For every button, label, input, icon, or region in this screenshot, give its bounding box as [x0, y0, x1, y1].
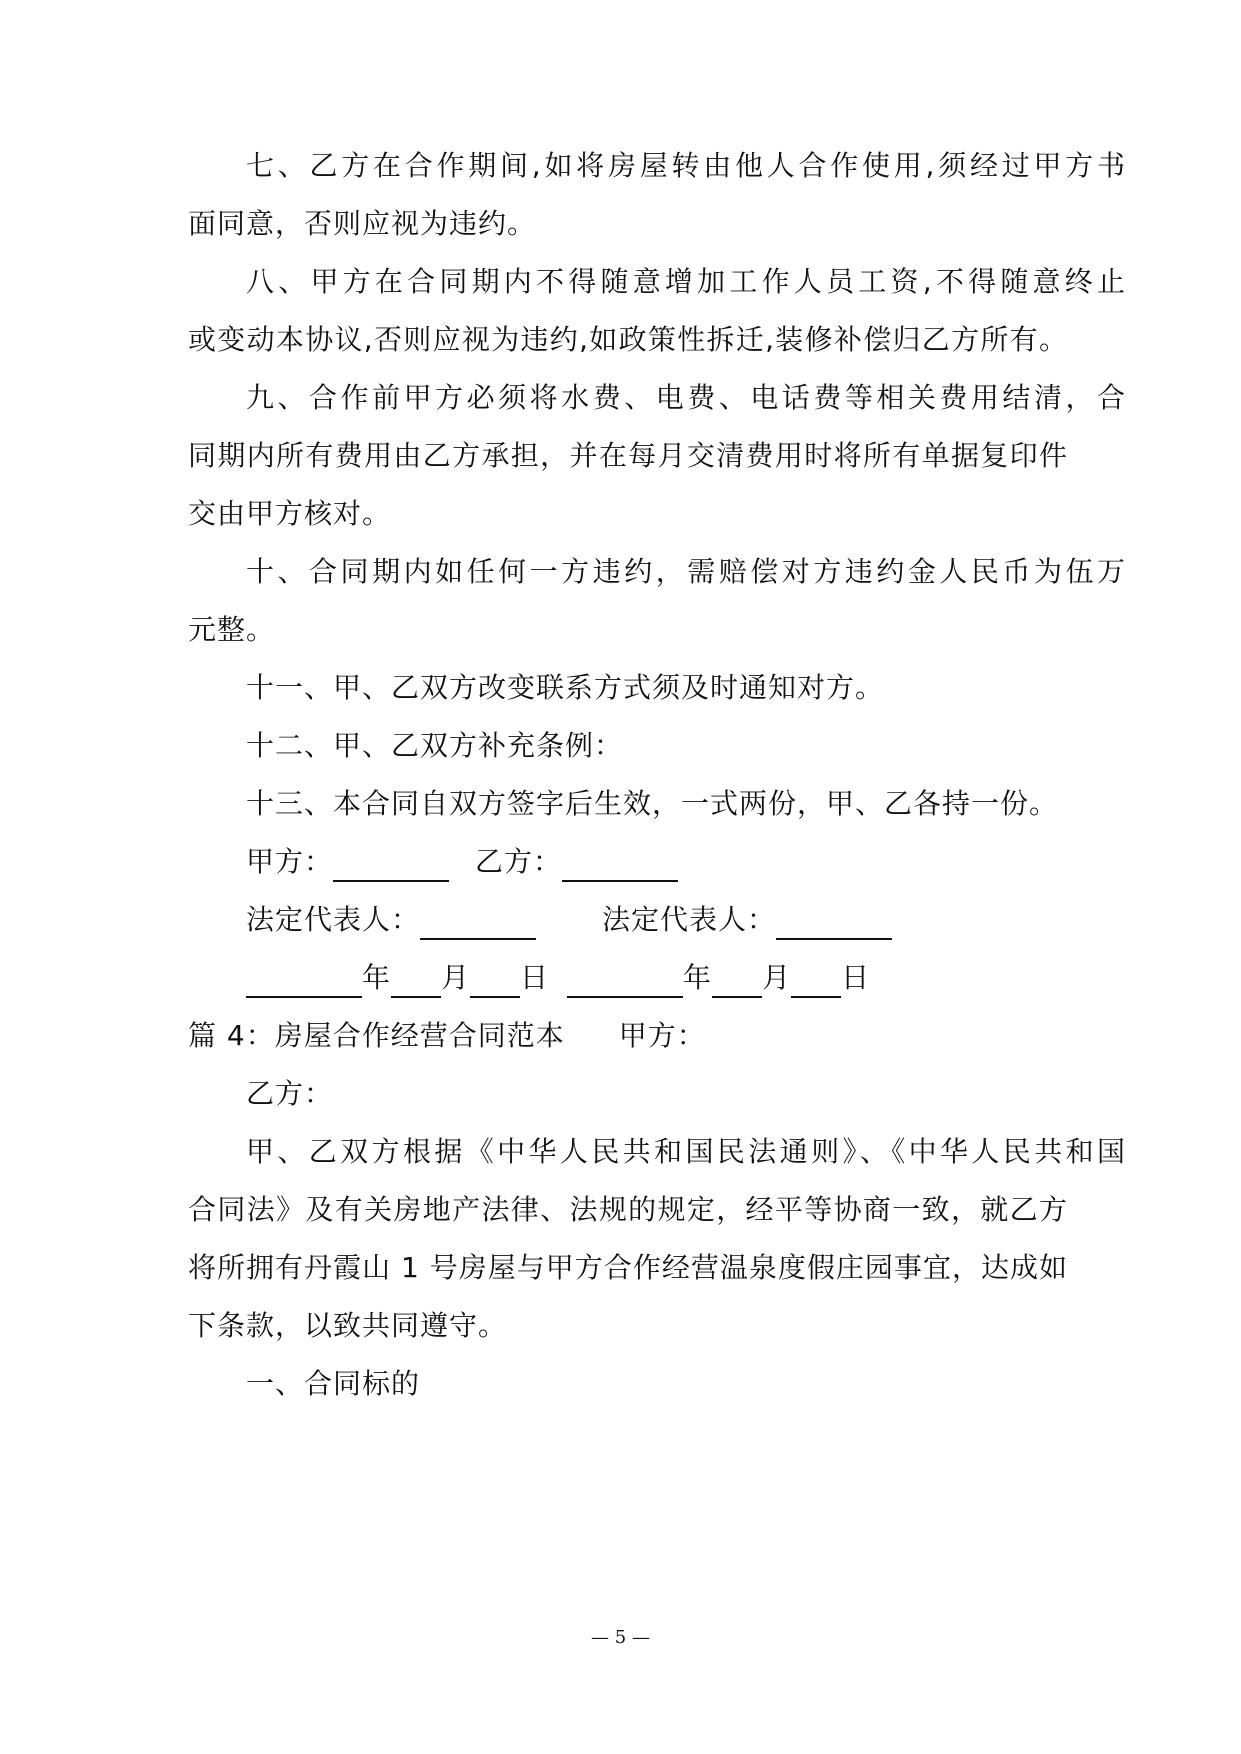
clause-9-line-2: 同期内所有费用由乙方承担，并在每月交清费用时将所有单据复印件 — [188, 439, 1068, 472]
clause-12: 十二、甲、乙双方补充条例： — [246, 729, 624, 762]
clause-7-line-2: 面同意，否则应视为违约。 — [188, 207, 537, 240]
rep-b-label: 法定代表人： — [602, 903, 777, 936]
date-b-month-blank[interactable] — [712, 966, 762, 998]
clause-7-line-1: 七、乙方在合作期间,如将房屋转由他人合作使用,须经过甲方书 — [246, 149, 1126, 182]
clause-13: 十三、本合同自双方签字后生效，一式两份，甲、乙各持一份。 — [246, 787, 1059, 820]
clause-10-line-1: 十、合同期内如任何一方违约，需赔偿对方违约金人民币为伍万 — [246, 555, 1126, 588]
section-4-heading: 篇 4：房屋合作经营合同范本 — [188, 1019, 565, 1052]
date-a-month-label: 月 — [441, 961, 471, 994]
party-b-blank[interactable] — [562, 850, 678, 882]
date-b-day-blank[interactable] — [791, 966, 841, 998]
date-b-year-label: 年 — [683, 961, 713, 994]
date-a-day-blank[interactable] — [470, 966, 520, 998]
date-a-year-label: 年 — [362, 961, 392, 994]
page-number: — 5 — — [591, 1627, 650, 1648]
clause-10-line-2: 元整。 — [188, 613, 276, 646]
date-b-day-label: 日 — [841, 961, 871, 994]
clause-9-line-3: 交由甲方核对。 — [188, 497, 392, 530]
rep-a-label: 法定代表人： — [246, 903, 421, 936]
section-4-intro-line-2: 合同法》及有关房地产法律、法规的规定，经平等协商一致，就乙方 — [188, 1193, 1068, 1226]
date-b-year-blank[interactable] — [567, 966, 683, 998]
signature-date-row — [246, 958, 1126, 998]
section-4-heading-row — [188, 1016, 1068, 1056]
section-4-intro-line-3: 将所拥有丹霞山 1 号房屋与甲方合作经营温泉度假庄园事宜，达成如 — [188, 1251, 1068, 1284]
signature-rep-row — [246, 900, 1126, 940]
date-a-day-label: 日 — [520, 961, 550, 994]
section-4-party-a: 甲方： — [618, 1019, 706, 1052]
clause-8-line-1: 八、甲方在合同期内不得随意增加工作人员工资,不得随意终止 — [246, 265, 1126, 298]
signature-parties-row — [246, 842, 1126, 882]
section-4-item-1: 一、合同标的 — [246, 1367, 421, 1400]
party-b-label: 乙方： — [475, 845, 563, 878]
date-b-month-label: 月 — [762, 961, 792, 994]
party-a-label: 甲方： — [246, 845, 334, 878]
date-a-year-blank[interactable] — [246, 966, 362, 998]
clause-11: 十一、甲、乙双方改变联系方式须及时通知对方。 — [246, 671, 885, 704]
party-a-blank[interactable] — [333, 850, 449, 882]
clause-8-line-2: 或变动本协议,否则应视为违约,如政策性拆迁,装修补偿归乙方所有。 — [188, 323, 1068, 356]
clause-9-line-1: 九、合作前甲方必须将水费、电费、电话费等相关费用结清，合 — [246, 381, 1126, 414]
section-4-intro-line-1: 甲、乙双方根据《中华人民共和国民法通则》、《中华人民共和国 — [246, 1135, 1126, 1168]
date-a-month-blank[interactable] — [391, 966, 441, 998]
rep-b-blank[interactable] — [776, 908, 892, 940]
section-4-intro-line-4: 下条款，以致共同遵守。 — [188, 1309, 508, 1342]
section-4-party-b: 乙方： — [246, 1077, 334, 1110]
rep-a-blank[interactable] — [420, 908, 536, 940]
